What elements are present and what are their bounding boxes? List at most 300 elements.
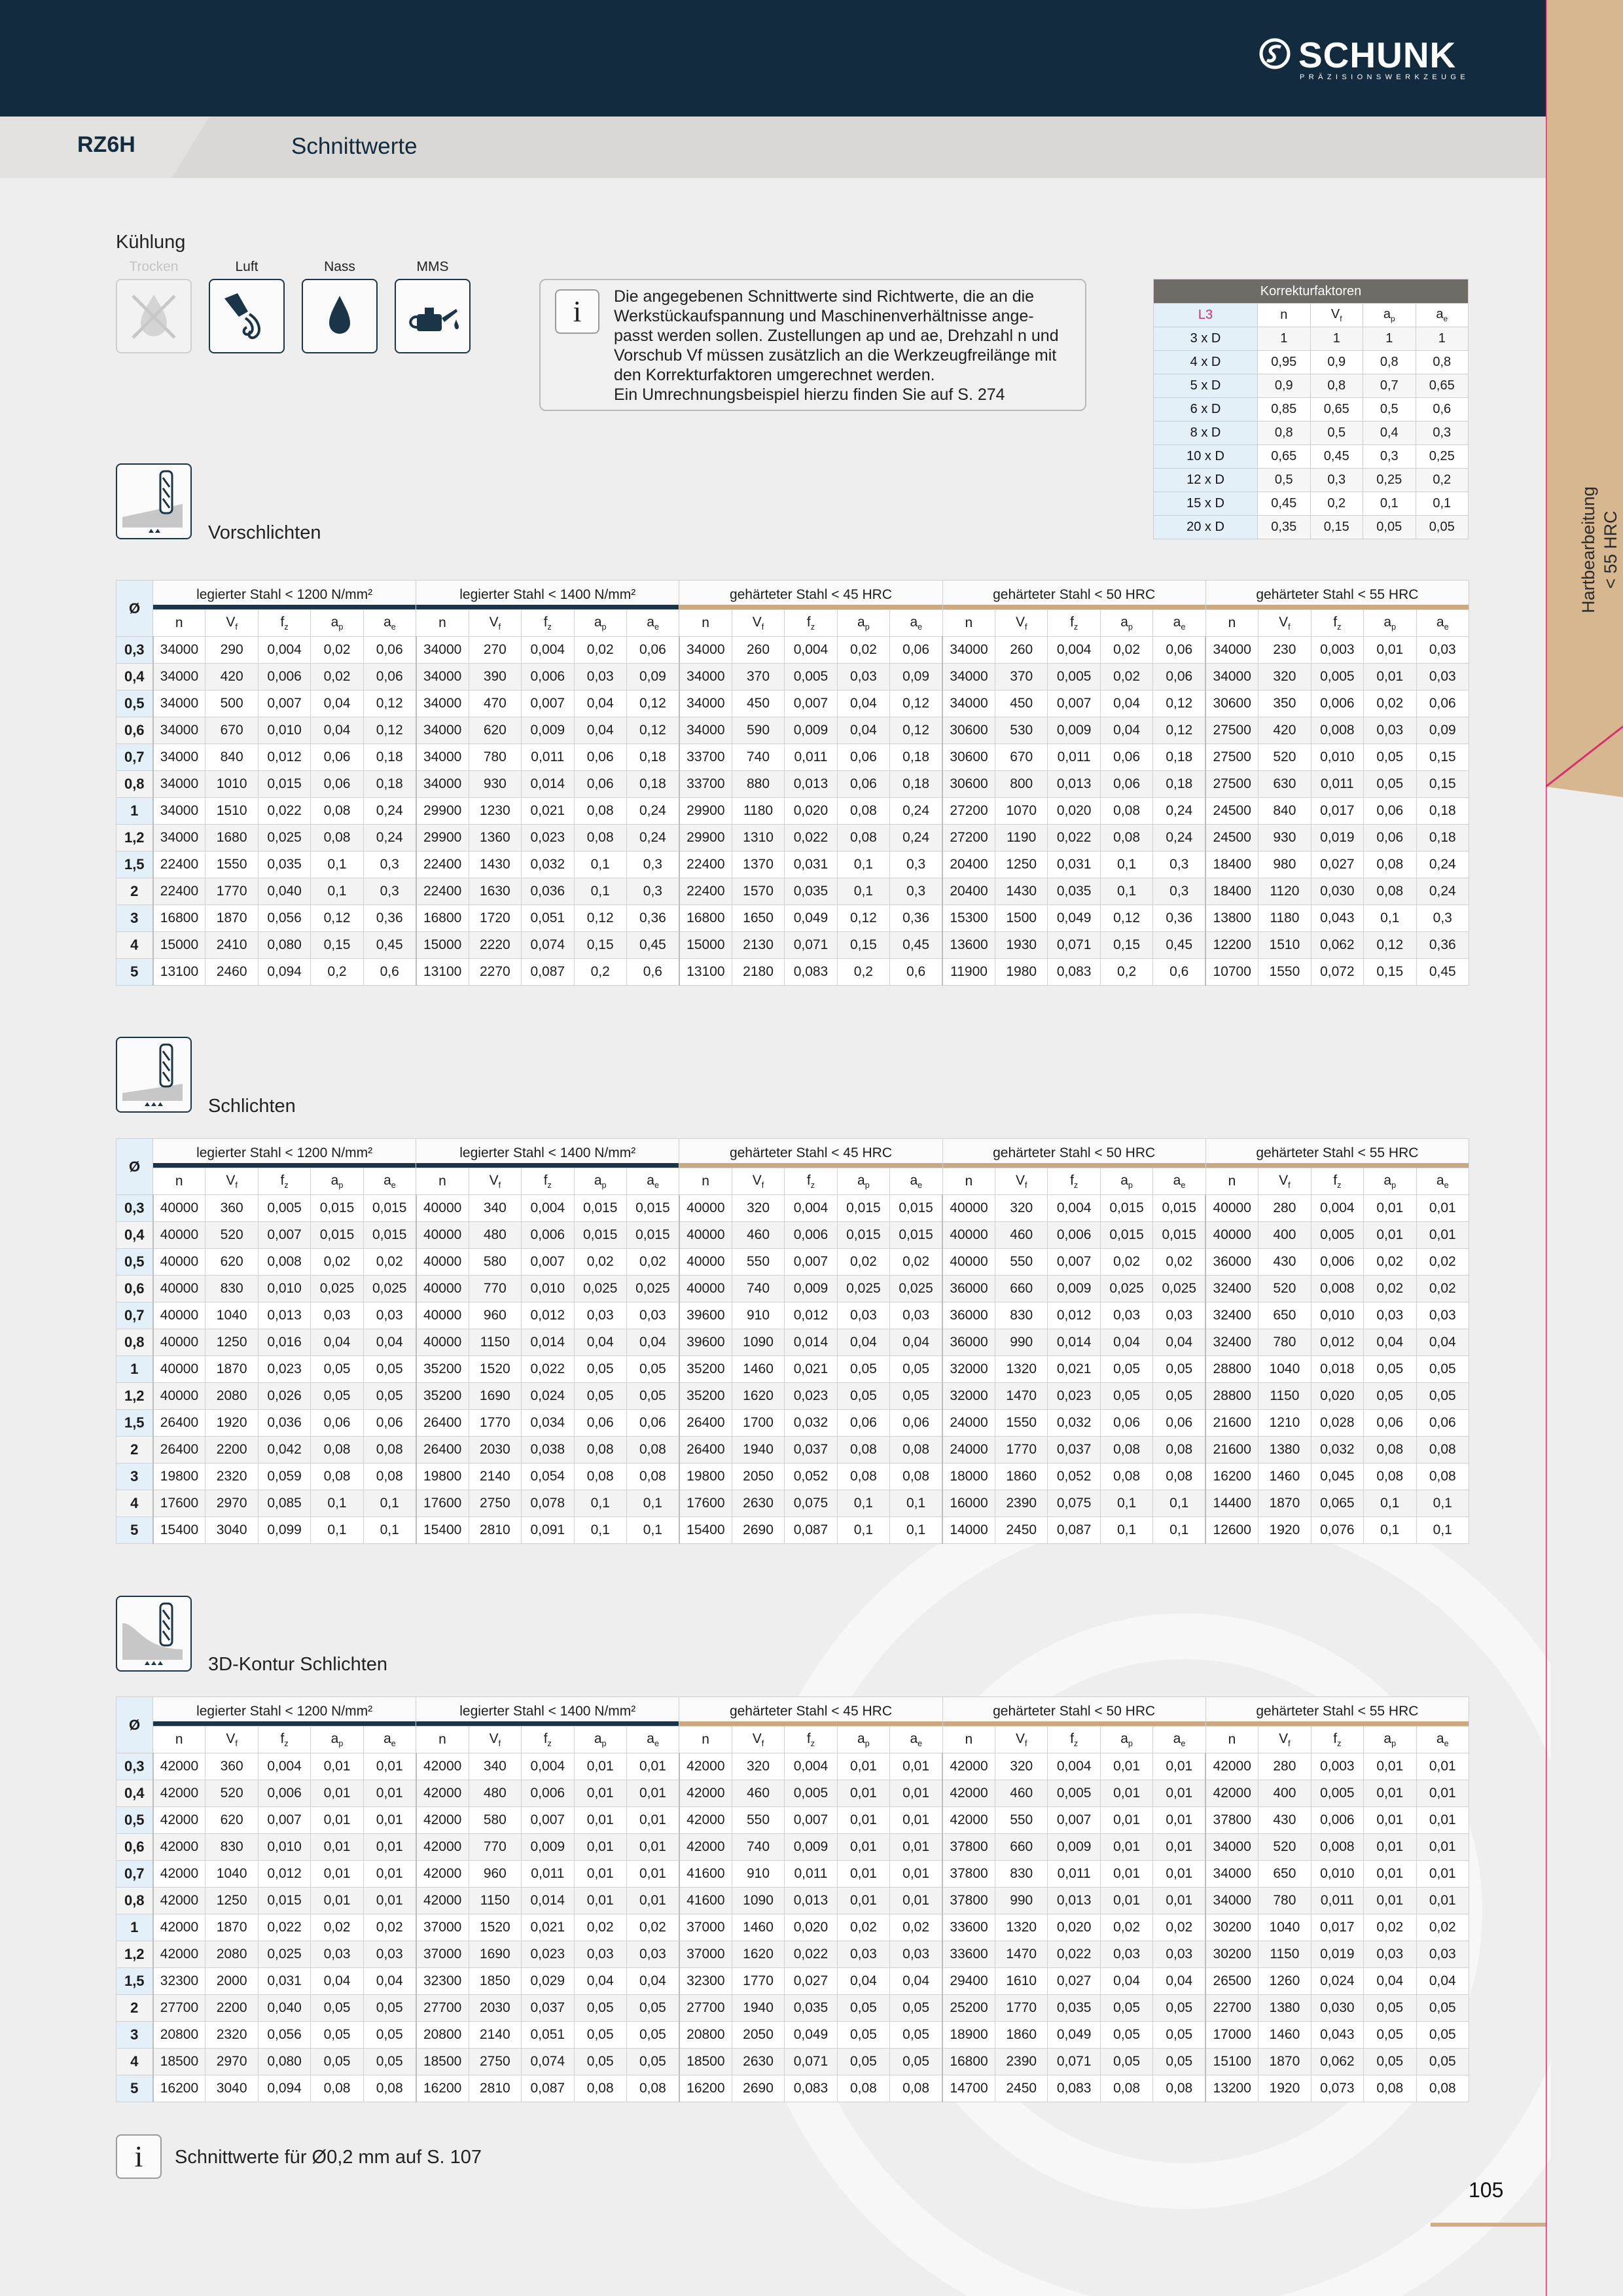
value-cell: 0,004 (785, 637, 837, 664)
value-cell: 0,15 (574, 932, 626, 959)
value-cell: 3040 (205, 1517, 258, 1544)
correction-cell: 0,3 (1310, 469, 1363, 492)
value-cell: 0,01 (890, 1807, 942, 1834)
value-cell: 0,03 (363, 1302, 416, 1329)
value-cell: 34000 (679, 691, 732, 717)
param-header: $a_p$ (311, 610, 363, 637)
value-cell: 2140 (469, 2022, 521, 2049)
value-cell: 0,05 (1416, 1995, 1469, 2022)
value-cell: 1870 (205, 1356, 258, 1383)
value-cell: 16200 (679, 2075, 732, 2102)
value-cell: 0,062 (1311, 2049, 1363, 2075)
value-cell: 0,014 (522, 1329, 574, 1356)
value-cell: 0,18 (626, 744, 679, 771)
value-cell: 24500 (1205, 825, 1258, 852)
value-cell: 0,035 (785, 878, 837, 905)
info-line: den Korrekturfaktoren umgerechnet werden. (614, 366, 935, 384)
value-cell: 34000 (679, 717, 732, 744)
value-cell: 0,005 (1048, 1780, 1100, 1807)
cooling-dry (116, 279, 192, 353)
value-cell: 0,01 (837, 1861, 889, 1888)
value-cell: 0,027 (785, 1968, 837, 1995)
param-header: $V_f$ (995, 610, 1048, 637)
value-cell: 0,05 (837, 2049, 889, 2075)
brand-subtitle: PRÄZISIONSWERKZEUGE (1300, 73, 1470, 81)
value-cell: 0,03 (1416, 664, 1469, 691)
value-cell: 0,08 (1153, 2075, 1205, 2102)
section-title-schlichten: Schlichten (208, 1096, 296, 1117)
value-cell: 27500 (1205, 771, 1258, 798)
value-cell: 15000 (679, 932, 732, 959)
value-cell: 1380 (1258, 1995, 1311, 2022)
param-header: $a_e$ (363, 1168, 416, 1195)
diameter-cell: 0,6 (116, 1834, 153, 1861)
table-row (116, 1490, 1469, 1517)
param-header: $a_p$ (1364, 1168, 1416, 1195)
value-cell: 0,45 (890, 932, 942, 959)
table-row (116, 1995, 1469, 2022)
value-cell: 0,021 (1048, 1356, 1100, 1383)
value-cell: 0,015 (258, 1888, 310, 1914)
value-cell: 13100 (679, 959, 732, 986)
table-row (116, 1437, 1469, 1463)
table-row (116, 717, 1469, 744)
value-cell: 0,02 (890, 1249, 942, 1276)
correction-cell: 0,9 (1310, 351, 1363, 374)
param-header: n (416, 1727, 469, 1753)
table-row (116, 2075, 1469, 2102)
value-cell: 0,05 (1364, 744, 1416, 771)
cooling-wet (302, 279, 378, 353)
table-row (116, 1329, 1469, 1356)
value-cell: 0,05 (626, 1995, 679, 2022)
value-cell: 0,006 (522, 664, 574, 691)
value-cell: 0,1 (363, 1517, 416, 1544)
value-cell: 10700 (1205, 959, 1258, 986)
value-cell: 320 (995, 1753, 1048, 1780)
value-cell: 26400 (416, 1437, 469, 1463)
value-cell: 0,007 (1048, 1249, 1100, 1276)
value-cell: 0,004 (522, 1195, 574, 1222)
value-cell: 0,022 (1048, 825, 1100, 852)
correction-cell: 0,1 (1363, 492, 1416, 516)
value-cell: 1380 (1258, 1437, 1311, 1463)
value-cell: 0,028 (1311, 1410, 1363, 1437)
value-cell: 40000 (416, 1222, 469, 1249)
param-header: $a_e$ (1416, 610, 1469, 637)
value-cell: 0,01 (890, 1753, 942, 1780)
material-header: legierter Stahl < 1400 N/mm² (416, 1139, 679, 1168)
value-cell: 0,019 (1311, 1941, 1363, 1968)
value-cell: 0,072 (1311, 959, 1363, 986)
value-cell: 1470 (995, 1383, 1048, 1410)
value-cell: 34000 (416, 717, 469, 744)
value-cell: 0,01 (1153, 1888, 1205, 1914)
value-cell: 19800 (679, 1463, 732, 1490)
param-header: $a_e$ (1153, 610, 1205, 637)
value-cell: 460 (995, 1222, 1048, 1249)
value-cell: 0,08 (311, 2075, 363, 2102)
value-cell: 42000 (153, 1753, 205, 1780)
value-cell: 0,03 (1364, 1941, 1416, 1968)
value-cell: 2750 (469, 2049, 521, 2075)
value-cell: 0,020 (1048, 798, 1100, 825)
value-cell: 0,004 (258, 637, 310, 664)
table-row (116, 1941, 1469, 1968)
diameter-cell: 1 (116, 1914, 153, 1941)
value-cell: 0,15 (311, 932, 363, 959)
value-cell: 29900 (416, 825, 469, 852)
material-header: legierter Stahl < 1200 N/mm² (153, 1139, 416, 1168)
value-cell: 0,01 (890, 1834, 942, 1861)
value-cell: 1250 (205, 1888, 258, 1914)
value-cell: 0,04 (574, 691, 626, 717)
value-cell: 0,1 (890, 1517, 942, 1544)
value-cell: 1430 (995, 878, 1048, 905)
value-cell: 0,005 (258, 1195, 310, 1222)
correction-cell: 0,35 (1258, 516, 1311, 539)
info-line: Werkstückaufspannung und Maschinenverhältnisse ange- (614, 307, 1034, 325)
value-cell: 0,02 (574, 1914, 626, 1941)
value-cell: 0,6 (1153, 959, 1205, 986)
value-cell: 39600 (679, 1302, 732, 1329)
value-cell: 650 (1258, 1861, 1311, 1888)
value-cell: 0,01 (574, 1834, 626, 1861)
value-cell: 2450 (995, 2075, 1048, 2102)
value-cell: 13600 (942, 932, 995, 959)
value-cell: 0,18 (1416, 798, 1469, 825)
info-line: passt werden sollen. Zustellungen ap und ae, Drehzahl n und (614, 327, 1059, 345)
correction-cell: 0,05 (1416, 516, 1469, 539)
correction-cell: 10 x D (1154, 445, 1258, 469)
3d-contour-icon (116, 1596, 192, 1672)
value-cell: 1320 (995, 1914, 1048, 1941)
param-header: n (679, 1727, 732, 1753)
value-cell: 2000 (205, 1968, 258, 1995)
table-row (116, 1834, 1469, 1861)
value-cell: 0,06 (1100, 771, 1152, 798)
value-cell: 0,12 (1153, 717, 1205, 744)
value-cell: 0,01 (1364, 1195, 1416, 1222)
value-cell: 0,05 (890, 2049, 942, 2075)
value-cell: 0,08 (311, 825, 363, 852)
value-cell: 35200 (679, 1383, 732, 1410)
value-cell: 0,010 (522, 1276, 574, 1302)
value-cell: 0,01 (574, 1888, 626, 1914)
diameter-cell: 0,4 (116, 1222, 153, 1249)
value-cell: 0,025 (1153, 1276, 1205, 1302)
value-cell: 0,06 (1416, 1410, 1469, 1437)
correction-cell: 0,45 (1258, 492, 1311, 516)
value-cell: 670 (205, 717, 258, 744)
value-cell: 0,03 (1364, 1302, 1416, 1329)
value-cell: 40000 (416, 1302, 469, 1329)
param-header: $a_e$ (1153, 1168, 1205, 1195)
value-cell: 550 (995, 1249, 1048, 1276)
value-cell: 320 (732, 1195, 784, 1222)
param-header: $a_p$ (837, 610, 889, 637)
value-cell: 0,015 (574, 1195, 626, 1222)
value-cell: 1610 (995, 1968, 1048, 1995)
correction-cell: 1 (1258, 327, 1311, 351)
value-cell: 0,022 (785, 1941, 837, 1968)
param-header: $V_f$ (469, 1168, 521, 1195)
value-cell: 0,004 (522, 1753, 574, 1780)
value-cell: 480 (469, 1780, 521, 1807)
value-cell: 0,015 (1100, 1222, 1152, 1249)
value-cell: 980 (1258, 852, 1311, 878)
value-cell: 37800 (1205, 1807, 1258, 1834)
value-cell: 26500 (1205, 1968, 1258, 1995)
value-cell: 0,1 (1100, 852, 1152, 878)
correction-row (1154, 445, 1469, 469)
value-cell: 0,012 (258, 1861, 310, 1888)
value-cell: 42000 (1205, 1780, 1258, 1807)
diameter-cell: 0,6 (116, 1276, 153, 1302)
value-cell: 340 (469, 1195, 521, 1222)
value-cell: 0,1 (311, 1517, 363, 1544)
value-cell: 780 (1258, 1329, 1311, 1356)
diameter-header: Ø (116, 581, 153, 637)
value-cell: 0,007 (522, 1807, 574, 1834)
value-cell: 0,12 (311, 905, 363, 932)
correction-cell: 0,8 (1310, 374, 1363, 398)
value-cell: 0,05 (574, 2022, 626, 2049)
value-cell: 0,004 (785, 1753, 837, 1780)
param-header: $V_f$ (995, 1727, 1048, 1753)
param-header: $V_f$ (1258, 1727, 1311, 1753)
value-cell: 0,24 (1416, 852, 1469, 878)
value-cell: 0,01 (1100, 1753, 1152, 1780)
value-cell: 40000 (153, 1276, 205, 1302)
correction-cell: 8 x D (1154, 422, 1258, 445)
value-cell: 0,04 (311, 1968, 363, 1995)
value-cell: 0,01 (1364, 1888, 1416, 1914)
value-cell: 1230 (469, 798, 521, 825)
schunk-logo-icon (1259, 38, 1291, 69)
value-cell: 14700 (942, 2075, 995, 2102)
value-cell: 0,01 (1364, 1753, 1416, 1780)
value-cell: 0,01 (1364, 1222, 1416, 1249)
value-cell: 0,015 (363, 1195, 416, 1222)
value-cell: 0,08 (1100, 1463, 1152, 1490)
value-cell: 0,08 (1153, 1437, 1205, 1463)
footer-info-icon: i (116, 2134, 162, 2179)
value-cell: 42000 (153, 1780, 205, 1807)
value-cell: 0,02 (890, 1914, 942, 1941)
value-cell: 0,06 (363, 637, 416, 664)
value-cell: 0,025 (1100, 1276, 1152, 1302)
value-cell: 0,005 (785, 664, 837, 691)
value-cell: 0,04 (890, 1329, 942, 1356)
value-cell: 0,02 (363, 1914, 416, 1941)
value-cell: 0,02 (837, 637, 889, 664)
value-cell: 42000 (416, 1888, 469, 1914)
value-cell: 0,1 (574, 1490, 626, 1517)
value-cell: 20800 (679, 2022, 732, 2049)
value-cell: 1010 (205, 771, 258, 798)
value-cell: 29400 (942, 1968, 995, 1995)
value-cell: 0,12 (363, 691, 416, 717)
value-cell: 0,05 (1153, 1356, 1205, 1383)
value-cell: 450 (732, 691, 784, 717)
value-cell: 2270 (469, 959, 521, 986)
value-cell: 0,006 (785, 1222, 837, 1249)
value-cell: 0,1 (890, 1490, 942, 1517)
value-cell: 0,017 (1311, 798, 1363, 825)
value-cell: 1210 (1258, 1410, 1311, 1437)
value-cell: 36000 (942, 1329, 995, 1356)
value-cell: 0,01 (890, 1888, 942, 1914)
diameter-cell: 4 (116, 1490, 153, 1517)
value-cell: 25200 (942, 1995, 995, 2022)
value-cell: 28800 (1205, 1383, 1258, 1410)
value-cell: 16800 (153, 905, 205, 932)
correction-header: $a_e$ (1416, 304, 1469, 327)
value-cell: 0,02 (311, 664, 363, 691)
value-cell: 830 (205, 1276, 258, 1302)
value-cell: 0,008 (1311, 717, 1363, 744)
value-cell: 0,08 (574, 825, 626, 852)
param-header: $a_p$ (1364, 1727, 1416, 1753)
value-cell: 520 (1258, 744, 1311, 771)
value-cell: 1570 (732, 878, 784, 905)
table-row (116, 2049, 1469, 2075)
value-cell: 280 (1258, 1195, 1311, 1222)
value-cell: 0,04 (837, 717, 889, 744)
value-cell: 0,015 (626, 1222, 679, 1249)
value-cell: 420 (205, 664, 258, 691)
value-cell: 740 (732, 1834, 784, 1861)
value-cell: 0,020 (1048, 1914, 1100, 1941)
param-header: $V_f$ (1258, 1168, 1311, 1195)
value-cell: 1720 (469, 905, 521, 932)
value-cell: 0,011 (1048, 744, 1100, 771)
value-cell: 0,08 (574, 798, 626, 825)
table-row (116, 932, 1469, 959)
correction-cell: 0,7 (1363, 374, 1416, 398)
value-cell: 1180 (1258, 905, 1311, 932)
value-cell: 0,08 (1364, 2075, 1416, 2102)
correction-cell: 1 (1310, 327, 1363, 351)
value-cell: 0,01 (574, 1861, 626, 1888)
material-header: gehärteter Stahl < 55 HRC (1205, 1697, 1469, 1727)
value-cell: 0,04 (311, 1329, 363, 1356)
param-header: n (153, 610, 205, 637)
param-header: n (1205, 1168, 1258, 1195)
param-header: $a_e$ (363, 610, 416, 637)
value-cell: 650 (1258, 1302, 1311, 1329)
value-cell: 36000 (942, 1302, 995, 1329)
value-cell: 0,007 (258, 691, 310, 717)
value-cell: 0,08 (574, 1437, 626, 1463)
value-cell: 0,08 (1100, 825, 1152, 852)
value-cell: 0,36 (1153, 905, 1205, 932)
correction-table-title: Korrekturfaktoren (1154, 279, 1469, 304)
value-cell: 0,023 (258, 1356, 310, 1383)
param-header: $f_z$ (1311, 1727, 1363, 1753)
value-cell: 0,015 (258, 771, 310, 798)
value-cell: 0,24 (890, 825, 942, 852)
value-cell: 990 (995, 1329, 1048, 1356)
value-cell: 520 (1258, 1834, 1311, 1861)
value-cell: 470 (469, 691, 521, 717)
value-cell: 0,05 (1100, 1995, 1152, 2022)
value-cell: 0,3 (626, 852, 679, 878)
value-cell: 42000 (942, 1780, 995, 1807)
value-cell: 0,01 (1416, 1861, 1469, 1888)
value-cell: 18500 (416, 2049, 469, 2075)
value-cell: 0,02 (574, 637, 626, 664)
value-cell: 40000 (679, 1222, 732, 1249)
value-cell: 0,04 (1153, 1329, 1205, 1356)
value-cell: 0,18 (1153, 771, 1205, 798)
value-cell: 0,020 (785, 798, 837, 825)
value-cell: 0,01 (311, 1807, 363, 1834)
param-header: n (679, 610, 732, 637)
value-cell: 0,06 (311, 744, 363, 771)
value-cell: 18500 (153, 2049, 205, 2075)
value-cell: 42000 (153, 1861, 205, 1888)
value-cell: 0,02 (1100, 664, 1152, 691)
value-cell: 0,01 (363, 1834, 416, 1861)
diameter-cell: 1,2 (116, 825, 153, 852)
value-cell: 0,08 (626, 1437, 679, 1463)
value-cell: 0,01 (1153, 1753, 1205, 1780)
value-cell: 0,01 (1100, 1861, 1152, 1888)
value-cell: 39600 (679, 1329, 732, 1356)
value-cell: 0,05 (626, 2022, 679, 2049)
value-cell: 0,007 (1048, 691, 1100, 717)
value-cell: 13100 (416, 959, 469, 986)
value-cell: 40000 (942, 1249, 995, 1276)
value-cell: 0,03 (1416, 1302, 1469, 1329)
value-cell: 0,1 (1100, 1490, 1152, 1517)
correction-cell: 15 x D (1154, 492, 1258, 516)
value-cell: 0,03 (1364, 717, 1416, 744)
value-cell: 960 (469, 1302, 521, 1329)
diameter-cell: 0,7 (116, 1302, 153, 1329)
value-cell: 1510 (1258, 932, 1311, 959)
value-cell: 530 (995, 717, 1048, 744)
value-cell: 19800 (153, 1463, 205, 1490)
value-cell: 0,1 (837, 852, 889, 878)
value-cell: 0,006 (522, 1222, 574, 1249)
value-cell: 0,01 (1416, 1888, 1469, 1914)
value-cell: 0,1 (311, 878, 363, 905)
value-cell: 630 (1258, 771, 1311, 798)
value-cell: 0,02 (837, 1914, 889, 1941)
value-cell: 0,021 (522, 1914, 574, 1941)
value-cell: 30600 (942, 717, 995, 744)
value-cell: 0,15 (1416, 771, 1469, 798)
value-cell: 0,071 (1048, 2049, 1100, 2075)
table-row (116, 637, 1469, 664)
diameter-cell: 0,3 (116, 1195, 153, 1222)
value-cell: 0,042 (258, 1437, 310, 1463)
value-cell: 0,083 (785, 2075, 837, 2102)
value-cell: 450 (995, 691, 1048, 717)
value-cell: 0,01 (626, 1888, 679, 1914)
value-cell: 0,18 (1153, 744, 1205, 771)
value-cell: 0,08 (363, 2075, 416, 2102)
param-header: $a_e$ (890, 1168, 942, 1195)
value-cell: 0,02 (1153, 1914, 1205, 1941)
value-cell: 30200 (1205, 1941, 1258, 1968)
correction-header: $V_f$ (1310, 304, 1363, 327)
value-cell: 0,025 (574, 1276, 626, 1302)
value-cell: 26400 (679, 1437, 732, 1463)
